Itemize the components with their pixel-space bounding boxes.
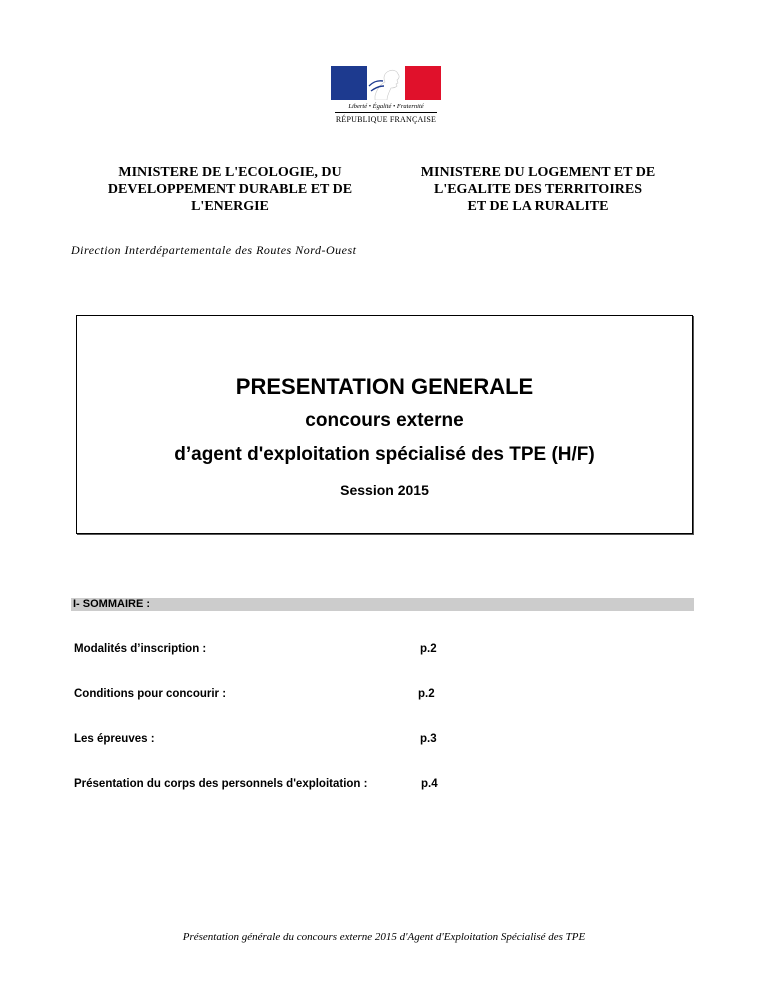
ministry-housing-heading <box>398 164 678 215</box>
ministry-ecology-heading <box>80 164 380 215</box>
toc-page: p.3 <box>420 733 437 745</box>
toc-row <box>74 733 694 749</box>
sommaire-heading: I- SOMMAIRE : <box>73 598 150 610</box>
session-label: Session 2015 <box>340 482 429 498</box>
title-box <box>76 315 693 534</box>
direction-subtitle: Direction Interdépartementale des Routes Nord-Ouest <box>71 243 357 257</box>
document-subtitle: concours externe <box>305 410 464 431</box>
toc-label: Présentation du corps des personnels d'exploitation : <box>74 778 368 790</box>
ministry-left-line-2: DEVELOPPEMENT DURABLE ET DE <box>107 182 353 197</box>
toc-label: Les épreuves : <box>74 733 155 745</box>
toc-row <box>74 778 694 794</box>
republic-name: RÉPUBLIQUE FRANÇAISE <box>335 115 437 124</box>
sommaire-heading-bar <box>71 598 694 611</box>
tricolor-flag-icon <box>331 66 441 100</box>
toc-page: p.4 <box>421 778 438 790</box>
marianne-logo <box>331 66 441 128</box>
toc-row <box>74 688 694 704</box>
page-footer: Présentation générale du concours externe 2015 d'Agent d'Exploitation Spécialisé des TPE <box>182 931 586 943</box>
toc-label: Conditions pour concourir : <box>74 688 227 700</box>
toc-page: p.2 <box>420 643 437 655</box>
document-title: PRESENTATION GENERALE <box>235 374 534 399</box>
marianne-profile-icon <box>367 66 405 100</box>
document-position: d’agent d'exploitation spécialisé des TPE (H/F) <box>174 444 595 465</box>
ministry-left-line-1: MINISTERE DE L'ECOLOGIE, DU <box>118 165 342 180</box>
ministry-right-line-1: MINISTERE DU LOGEMENT ET DE <box>420 165 656 180</box>
toc-label: Modalités d’inscription : <box>74 643 207 655</box>
ministry-right-line-2: L'EGALITE DES TERRITOIRES <box>433 182 642 197</box>
ministry-left-line-3: L'ENERGIE <box>191 199 269 214</box>
republic-motto: Liberté • Égalité • Fraternité <box>348 103 424 110</box>
logo-divider <box>335 112 437 113</box>
ministry-right-line-3: ET DE LA RURALITE <box>467 199 609 214</box>
toc-row <box>74 643 694 659</box>
toc-page: p.2 <box>418 688 435 700</box>
